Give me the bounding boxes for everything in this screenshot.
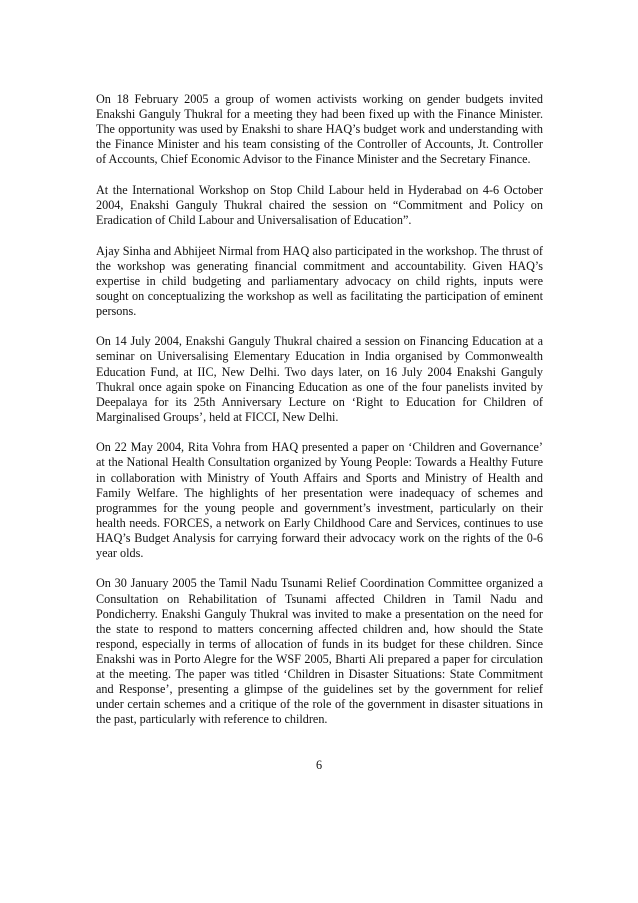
paragraph-finance-minister-meeting: On 18 February 2005 a group of women activists working on gender budgets invited Enakshi Ganguly Thukral for a meeting they had been fixed up with the Finance Minister. The opportunity was used by Enakshi to share HAQ’s budget work and understanding with the Finance Minister and his team consisting of the Controller of Accounts, Jt. Controller of Accounts, Chief Economic Advisor to the Finance Minister and the Secretary Finance. [96,92,543,167]
body-text [96,92,543,743]
paragraph-tsunami-consultation: On 30 January 2005 the Tamil Nadu Tsunami Relief Coordination Committee organized a Consultation on Rehabilitation of Tsunami affected Children in Tamil Nadu and Pondicherry. Enakshi Ganguly Thukral was invited to make a presentation on the need for the state to respond to matters concerning affected children and, how should the State respond, especially in terms of allocation of funds in its budget for these children. Since Enakshi was in Porto Alegre for the WSF 2005, Bharti Ali prepared a paper for circulation at the meeting. The paper was titled ‘Children in Disaster Situations: State Commitment and Response’, presenting a glimpse of the guidelines set by the government for relief under certain schemes and a critique of the role of the government in disaster situations in the past, particularly with reference to children. [96,576,543,727]
paragraph-stop-child-labour-workshop: At the International Workshop on Stop Child Labour held in Hyderabad on 4-6 October 2004, Enakshi Ganguly Thukral chaired the session on “Commitment and Policy on Eradication of Child Labour and Universalisation of Education”. [96,182,543,228]
paragraph-haq-workshop-participation: Ajay Sinha and Abhijeet Nirmal from HAQ also participated in the workshop. The thrust of the workshop was generating financial commitment and accountability. Given HAQ’s expertise in child budgeting and parliamentary advocacy on child rights, inputs were sought on conceptualizing the workshop as well as facilitating the participation of eminent persons. [96,243,543,318]
page-number: 6 [315,758,323,772]
paragraph-children-and-governance: On 22 May 2004, Rita Vohra from HAQ presented a paper on ‘Children and Governance’ at the National Health Consultation organized by Young People: Towards a Healthy Future in collaboration with Ministry of Youth Affairs and Sports and Ministry of Health and Family Welfare. The highlights of her presentation were inadequacy of schemes and programmes for the young people and government’s investment, particularly on their health needs. FORCES, a network on Early Childhood Care and Services, continues to use HAQ’s Budget Analysis for carrying forward their advocacy work on the rights of the 0-6 year olds. [96,440,543,560]
paragraph-financing-education: On 14 July 2004, Enakshi Ganguly Thukral chaired a session on Financing Education at a seminar on Universalising Elementary Education in India organised by Commonwealth Education Fund, at IIC, New Delhi. Two days later, on 16 July 2004 Enakshi Ganguly Thukral once again spoke on Financing Education as one of the four panelists invited by Deepalaya for its 25th Anniversary Lecture on ‘Right to Education for Children of Marginalised Groups’, held at FICCI, New Delhi. [96,334,543,424]
